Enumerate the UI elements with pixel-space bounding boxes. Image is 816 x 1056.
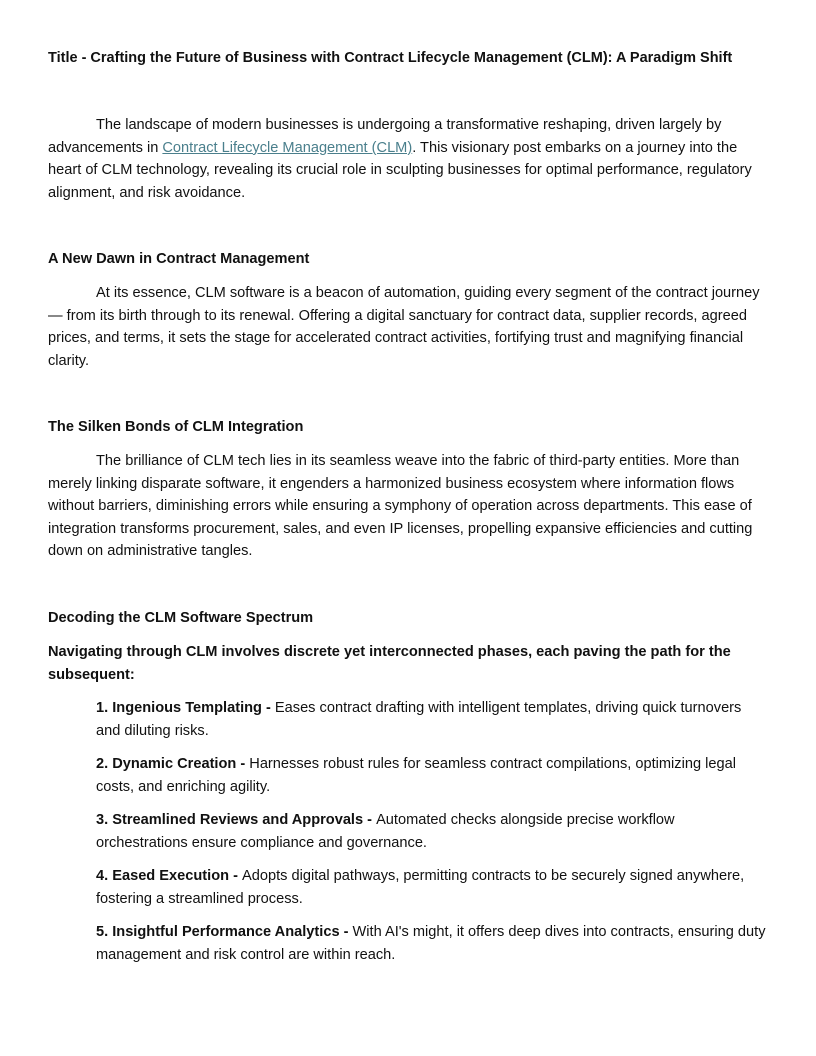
phase-item: [96, 921, 768, 966]
integration-paragraph: The brilliance of CLM tech lies in its seamless weave into the fabric of third-party entities. More than merely linking disparate software, it engenders a harmonized business ecosystem where information flows without barriers, diminishing errors while ensuring a symphony of operation across departments. This ease of integration transforms procurement, sales, and even IP licenses, propelling expansive efficiencies and cutting down on administrative tangles.: [48, 453, 753, 560]
spectrum-lead: Navigating through CLM involves discrete yet interconnected phases, each paving the path for the subsequent:: [48, 644, 731, 683]
phase-text: With AI's might, it offers deep dives into contracts, ensuring duty management and risk control are within reach.: [96, 924, 766, 963]
section-heading-integration: The Silken Bonds of CLM Integration: [48, 419, 304, 435]
phase-text: Eases contract drafting with intelligent templates, driving quick turnovers and diluting risks.: [96, 700, 742, 739]
phase-label: 3. Streamlined Reviews and Approvals -: [96, 812, 377, 828]
phase-label: 2. Dynamic Creation -: [96, 756, 250, 772]
phase-item: [96, 865, 768, 910]
phase-text: Automated checks alongside precise workflow orchestrations ensure compliance and governance.: [96, 812, 675, 851]
document-title: Title - Crafting the Future of Business with Contract Lifecycle Management (CLM): A Paradigm Shift: [48, 50, 733, 66]
section-body-integration: [48, 450, 768, 563]
phase-item: [96, 809, 768, 854]
phase-text: Adopts digital pathways, permitting contracts to be securely signed anywhere, fostering a streamlined process.: [96, 868, 745, 907]
new-dawn-paragraph: At its essence, CLM software is a beacon of automation, guiding every segment of the contract journey — from its birth through to its renewal. Offering a digital sanctuary for contract data, supplier records, agreed prices, and terms, it sets the stage for accelerated contract activities, fortifying trust and magnifying financial clarity.: [48, 285, 760, 369]
phase-text: Harnesses robust rules for seamless contract compilations, optimizing legal costs, and enriching agility.: [96, 756, 736, 795]
intro-paragraph: [48, 114, 768, 204]
phase-label: 4. Eased Execution -: [96, 868, 242, 884]
phase-item: [96, 697, 768, 742]
phase-label: 1. Ingenious Templating -: [96, 700, 275, 716]
clm-link[interactable]: Contract Lifecycle Management (CLM): [162, 139, 413, 156]
phase-label: 5. Insightful Performance Analytics -: [96, 924, 353, 940]
section-heading-spectrum: Decoding the CLM Software Spectrum: [48, 610, 314, 626]
intro-text-start: The landscape of modern businesses is undergoing a transformative reshaping, driven largely by advancements in: [48, 117, 722, 156]
section-heading-new-dawn: A New Dawn in Contract Management: [48, 251, 310, 267]
section-body-new-dawn: [48, 282, 768, 372]
phase-item: [96, 753, 768, 798]
intro-text-end: . This visionary post embarks on a journey into the heart of CLM technology, revealing its crucial role in sculpting businesses for optimal performance, regulatory alignment, and risk avoidance.: [48, 139, 752, 201]
